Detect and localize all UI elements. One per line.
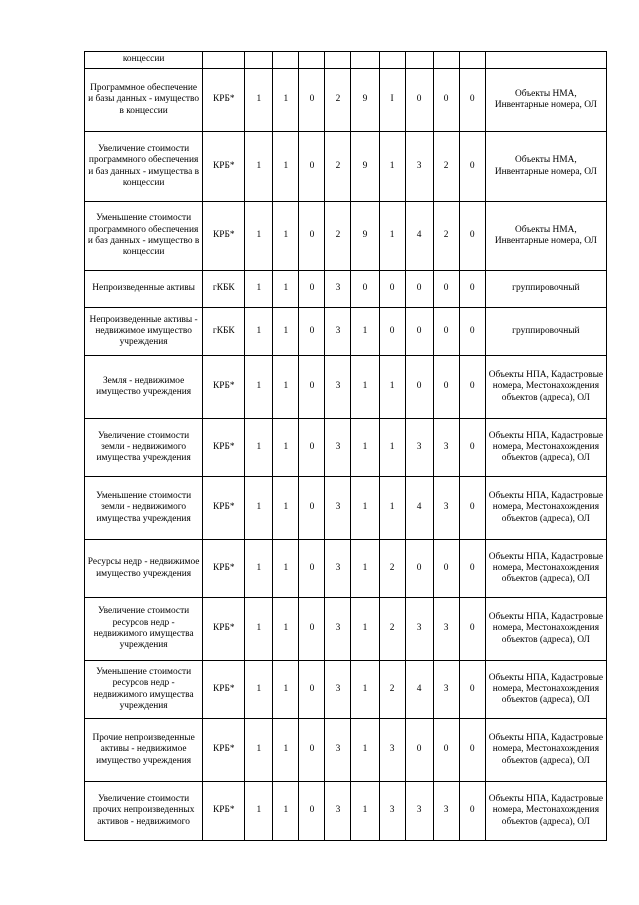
account-digit-cell: 2: [433, 202, 459, 271]
account-digit-cell: 0: [459, 356, 485, 419]
account-digit-cell: 1: [273, 477, 299, 540]
account-digit-cell: 1: [351, 356, 379, 419]
account-digit-cell: 0: [405, 69, 433, 132]
account-digit-cell: 1: [379, 477, 405, 540]
account-digit-cell: 0: [459, 598, 485, 661]
account-name-cell: Увеличение стоимости прочих непроизведенных активов - недвижимого: [85, 782, 203, 841]
analytics-note-cell: Объекты НМА, Инвентарные номера, ОЛ: [485, 132, 606, 202]
account-digit-cell: 1: [351, 782, 379, 841]
account-digit-cell: [379, 52, 405, 69]
account-digit-cell: 0: [405, 540, 433, 598]
account-code-type-cell: [203, 52, 245, 69]
account-digit-cell: 3: [405, 132, 433, 202]
account-digit-cell: 0: [299, 356, 325, 419]
table-row: [85, 419, 607, 477]
account-digit-cell: 1: [245, 477, 273, 540]
table-row: [85, 782, 607, 841]
account-digit-cell: 1: [245, 540, 273, 598]
account-digit-cell: 1: [351, 477, 379, 540]
account-digit-cell: 0: [405, 719, 433, 782]
account-digit-cell: 1: [379, 419, 405, 477]
table-row: [85, 202, 607, 271]
account-digit-cell: 0: [405, 356, 433, 419]
account-digit-cell: 3: [433, 782, 459, 841]
analytics-note-cell: Объекты НПА, Кадастровые номера, Местонахождения объектов (адреса), ОЛ: [485, 477, 606, 540]
account-digit-cell: 2: [379, 540, 405, 598]
account-digit-cell: 0: [433, 356, 459, 419]
analytics-note-cell: Объекты НПА, Кадастровые номера, Местонахождения объектов (адреса), ОЛ: [485, 419, 606, 477]
account-digit-cell: 3: [433, 598, 459, 661]
account-digit-cell: 0: [299, 69, 325, 132]
account-digit-cell: 1: [351, 661, 379, 719]
account-code-type-cell: гКБК: [203, 271, 245, 308]
account-digit-cell: 1: [273, 419, 299, 477]
account-digit-cell: 0: [459, 308, 485, 356]
account-digit-cell: 0: [433, 69, 459, 132]
account-code-type-cell: КРБ*: [203, 719, 245, 782]
account-digit-cell: 1: [273, 598, 299, 661]
account-digit-cell: 1: [273, 782, 299, 841]
account-digit-cell: 3: [405, 598, 433, 661]
account-digit-cell: I: [379, 69, 405, 132]
account-digit-cell: 0: [459, 271, 485, 308]
account-name-cell: Уменьшение стоимости программного обеспечения и баз данных - имущество в концессии: [85, 202, 203, 271]
account-digit-cell: 9: [351, 132, 379, 202]
account-digit-cell: 1: [351, 598, 379, 661]
account-digit-cell: 3: [325, 356, 351, 419]
account-digit-cell: 0: [299, 661, 325, 719]
account-digit-cell: 0: [459, 202, 485, 271]
table-row: [85, 540, 607, 598]
account-digit-cell: 9: [351, 202, 379, 271]
account-digit-cell: 1: [245, 308, 273, 356]
account-digit-cell: 3: [379, 719, 405, 782]
account-digit-cell: 2: [325, 202, 351, 271]
account-digit-cell: 0: [299, 419, 325, 477]
account-digit-cell: 3: [325, 271, 351, 308]
analytics-note-cell: Объекты НПА, Кадастровые номера, Местонахождения объектов (адреса), ОЛ: [485, 782, 606, 841]
account-digit-cell: 1: [273, 69, 299, 132]
account-digit-cell: 1: [273, 132, 299, 202]
account-digit-cell: 3: [325, 782, 351, 841]
analytics-note-cell: группировочный: [485, 271, 606, 308]
account-digit-cell: 0: [351, 271, 379, 308]
account-name-cell: концессии: [85, 52, 203, 69]
account-digit-cell: [245, 52, 273, 69]
account-digit-cell: 0: [299, 308, 325, 356]
account-digit-cell: [299, 52, 325, 69]
account-digit-cell: [405, 52, 433, 69]
account-digit-cell: 3: [433, 419, 459, 477]
analytics-note-cell: Объекты НПА, Кадастровые номера, Местонахождения объектов (адреса), ОЛ: [485, 661, 606, 719]
analytics-note-cell: Объекты НПА, Кадастровые номера, Местонахождения объектов (адреса), ОЛ: [485, 356, 606, 419]
account-digit-cell: 3: [325, 661, 351, 719]
account-digit-cell: [433, 52, 459, 69]
account-digit-cell: 1: [245, 598, 273, 661]
table-row: [85, 69, 607, 132]
account-digit-cell: 0: [459, 782, 485, 841]
account-digit-cell: 4: [405, 477, 433, 540]
account-name-cell: Программное обеспечение и базы данных - имущество в концессии: [85, 69, 203, 132]
account-digit-cell: 1: [245, 661, 273, 719]
account-digit-cell: 1: [379, 132, 405, 202]
account-digit-cell: 0: [433, 271, 459, 308]
account-digit-cell: 1: [245, 202, 273, 271]
account-digit-cell: 3: [433, 661, 459, 719]
account-digit-cell: 1: [245, 132, 273, 202]
account-digit-cell: 1: [351, 719, 379, 782]
account-digit-cell: 0: [299, 598, 325, 661]
account-digit-cell: 9: [351, 69, 379, 132]
account-digit-cell: 0: [299, 782, 325, 841]
account-digit-cell: 0: [459, 419, 485, 477]
account-name-cell: Уменьшение стоимости ресурсов недр - недвижимого имущества учреждения: [85, 661, 203, 719]
account-digit-cell: 1: [273, 719, 299, 782]
account-digit-cell: 1: [351, 308, 379, 356]
account-digit-cell: 3: [433, 477, 459, 540]
account-digit-cell: 4: [405, 661, 433, 719]
analytics-note-cell: группировочный: [485, 308, 606, 356]
table-row: [85, 308, 607, 356]
account-digit-cell: 0: [459, 661, 485, 719]
account-digit-cell: 1: [273, 540, 299, 598]
analytics-note-cell: Объекты НМА, Инвентарные номера, ОЛ: [485, 202, 606, 271]
account-digit-cell: 0: [299, 719, 325, 782]
account-digit-cell: 1: [379, 356, 405, 419]
account-code-type-cell: КРБ*: [203, 132, 245, 202]
account-code-type-cell: гКБК: [203, 308, 245, 356]
accounts-table: [84, 51, 607, 841]
table-row: [85, 52, 607, 69]
table-body: [85, 52, 607, 841]
account-digit-cell: 2: [325, 69, 351, 132]
account-digit-cell: 1: [245, 719, 273, 782]
account-digit-cell: 0: [379, 271, 405, 308]
account-digit-cell: 3: [325, 719, 351, 782]
account-digit-cell: 0: [459, 132, 485, 202]
account-digit-cell: 1: [379, 202, 405, 271]
account-digit-cell: 3: [325, 419, 351, 477]
account-digit-cell: 0: [299, 132, 325, 202]
account-digit-cell: [351, 52, 379, 69]
account-digit-cell: 0: [459, 477, 485, 540]
account-code-type-cell: КРБ*: [203, 782, 245, 841]
table-row: [85, 271, 607, 308]
account-digit-cell: 0: [459, 69, 485, 132]
account-digit-cell: [325, 52, 351, 69]
account-code-type-cell: КРБ*: [203, 540, 245, 598]
account-digit-cell: 1: [245, 271, 273, 308]
account-digit-cell: [459, 52, 485, 69]
account-name-cell: Ресурсы недр - недвижимое имущество учреждения: [85, 540, 203, 598]
account-digit-cell: 0: [433, 308, 459, 356]
account-name-cell: Прочие непроизведенные активы - недвижимое имущество учреждения: [85, 719, 203, 782]
account-digit-cell: 1: [273, 356, 299, 419]
account-name-cell: Увеличение стоимости программного обеспечения и баз данных - имущества в концессии: [85, 132, 203, 202]
account-name-cell: Увеличение стоимости ресурсов недр - недвижимого имущества учреждения: [85, 598, 203, 661]
account-code-type-cell: КРБ*: [203, 661, 245, 719]
analytics-note-cell: Объекты НПА, Кадастровые номера, Местонахождения объектов (адреса), ОЛ: [485, 540, 606, 598]
account-digit-cell: [273, 52, 299, 69]
account-digit-cell: 1: [273, 308, 299, 356]
account-digit-cell: 3: [405, 419, 433, 477]
table-row: [85, 598, 607, 661]
account-code-type-cell: КРБ*: [203, 202, 245, 271]
account-code-type-cell: КРБ*: [203, 69, 245, 132]
account-digit-cell: 1: [245, 69, 273, 132]
account-name-cell: Непроизведенные активы - недвижимое имущество учреждения: [85, 308, 203, 356]
table-row: [85, 132, 607, 202]
account-digit-cell: 1: [273, 271, 299, 308]
account-digit-cell: 0: [299, 202, 325, 271]
account-digit-cell: 0: [459, 540, 485, 598]
account-digit-cell: 3: [325, 540, 351, 598]
account-digit-cell: 2: [325, 132, 351, 202]
account-code-type-cell: КРБ*: [203, 598, 245, 661]
account-name-cell: Непроизведенные активы: [85, 271, 203, 308]
account-name-cell: Увеличение стоимости земли - недвижимого имущества учреждения: [85, 419, 203, 477]
account-digit-cell: 1: [273, 202, 299, 271]
account-digit-cell: 3: [325, 308, 351, 356]
account-digit-cell: 3: [325, 598, 351, 661]
account-digit-cell: 2: [433, 132, 459, 202]
account-name-cell: Уменьшение стоимости земли - недвижимого имущества учреждения: [85, 477, 203, 540]
account-digit-cell: 1: [351, 540, 379, 598]
table-row: [85, 477, 607, 540]
account-name-cell: Земля - недвижимое имущество учреждения: [85, 356, 203, 419]
account-digit-cell: 0: [433, 719, 459, 782]
account-code-type-cell: КРБ*: [203, 419, 245, 477]
account-digit-cell: 0: [433, 540, 459, 598]
account-digit-cell: 3: [325, 477, 351, 540]
account-digit-cell: 4: [405, 202, 433, 271]
account-digit-cell: 1: [245, 419, 273, 477]
account-digit-cell: 0: [405, 271, 433, 308]
account-digit-cell: 0: [299, 477, 325, 540]
table-row: [85, 719, 607, 782]
analytics-note-cell: Объекты НМА, Инвентарные номера, ОЛ: [485, 69, 606, 132]
account-digit-cell: 0: [299, 271, 325, 308]
account-digit-cell: 1: [245, 782, 273, 841]
analytics-note-cell: [485, 52, 606, 69]
account-digit-cell: 1: [245, 356, 273, 419]
account-digit-cell: 2: [379, 598, 405, 661]
account-digit-cell: 0: [459, 719, 485, 782]
account-digit-cell: 0: [299, 540, 325, 598]
analytics-note-cell: Объекты НПА, Кадастровые номера, Местонахождения объектов (адреса), ОЛ: [485, 598, 606, 661]
account-digit-cell: 2: [379, 661, 405, 719]
account-code-type-cell: КРБ*: [203, 356, 245, 419]
table-row: [85, 356, 607, 419]
account-digit-cell: 1: [273, 661, 299, 719]
account-digit-cell: 3: [379, 782, 405, 841]
analytics-note-cell: Объекты НПА, Кадастровые номера, Местонахождения объектов (адреса), ОЛ: [485, 719, 606, 782]
account-digit-cell: 0: [379, 308, 405, 356]
account-digit-cell: 0: [405, 308, 433, 356]
table-row: [85, 661, 607, 719]
account-code-type-cell: КРБ*: [203, 477, 245, 540]
account-digit-cell: 1: [351, 419, 379, 477]
account-digit-cell: 3: [405, 782, 433, 841]
